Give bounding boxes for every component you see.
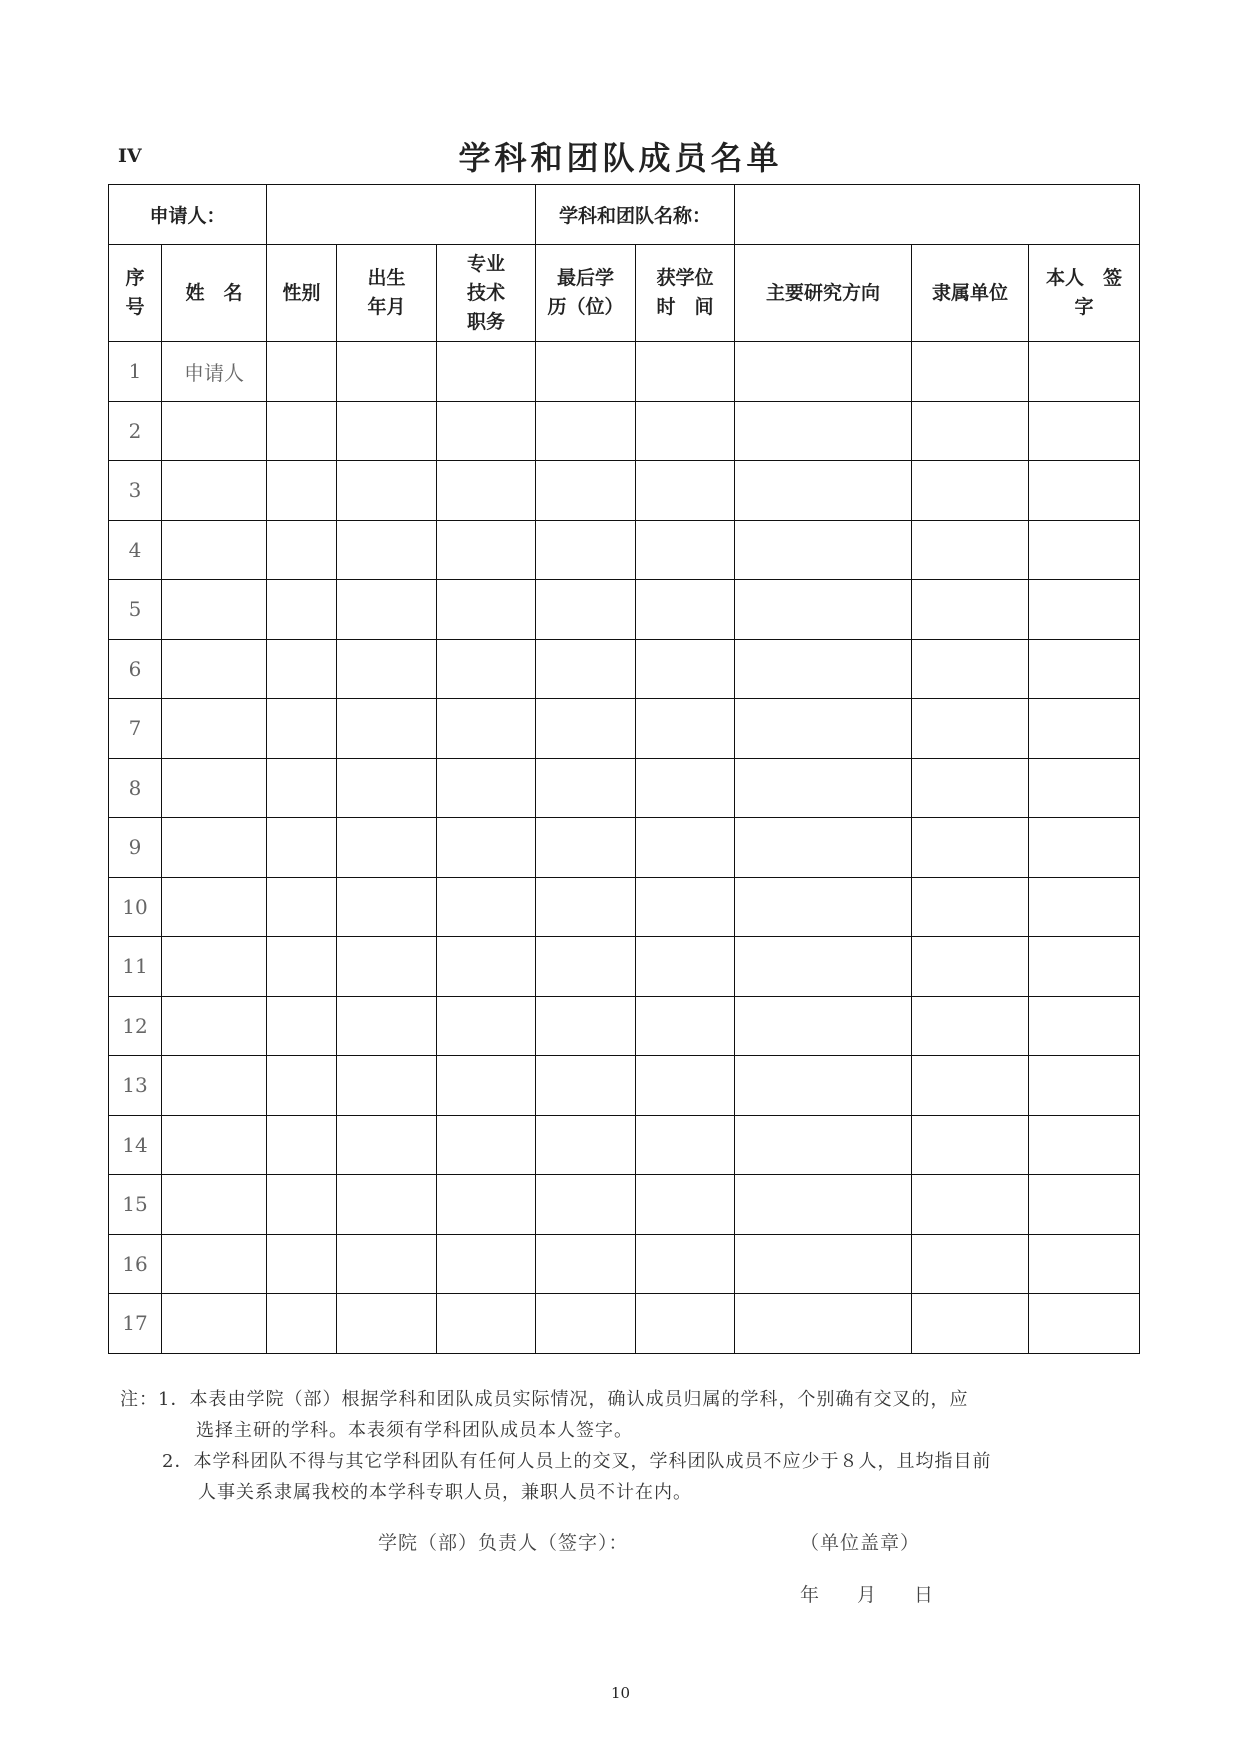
title-cell[interactable] [437,1294,536,1354]
research-cell[interactable] [735,996,912,1056]
unit-cell[interactable] [912,401,1029,461]
name-cell[interactable] [162,937,267,997]
research-cell[interactable] [735,639,912,699]
birth-cell[interactable] [337,580,437,640]
name-cell[interactable] [162,1115,267,1175]
gender-cell[interactable] [267,1234,337,1294]
education-cell[interactable] [536,1115,636,1175]
team-name-field[interactable] [735,185,1140,245]
name-cell[interactable] [162,1056,267,1116]
row-number: 17 [109,1294,162,1354]
signature-cell[interactable] [1029,520,1140,580]
degree-date-cell[interactable] [636,1234,735,1294]
table-row [109,401,1140,461]
research-cell[interactable] [735,342,912,402]
signature-cell[interactable] [1029,1175,1140,1235]
unit-cell[interactable] [912,342,1029,402]
name-cell[interactable] [162,758,267,818]
birth-cell[interactable] [337,1056,437,1116]
signature-cell[interactable] [1029,1234,1140,1294]
table-row [109,520,1140,580]
research-cell[interactable] [735,1115,912,1175]
row-number: 2 [109,401,162,461]
degree-date-cell[interactable] [636,818,735,878]
unit-cell[interactable] [912,699,1029,759]
research-cell[interactable] [735,1234,912,1294]
table-row [109,877,1140,937]
col-header-signature: 本人 签 字 [1029,245,1140,342]
education-cell[interactable] [536,520,636,580]
title-cell[interactable] [437,937,536,997]
table-row [109,1115,1140,1175]
gender-cell[interactable] [267,342,337,402]
col-header-degree-date: 获学位 时 间 [636,245,735,342]
note-1-line-2: 选择主研的学科。本表须有学科团队成员本人签字。 [196,1420,633,1441]
name-cell[interactable]: 申请人 [162,342,267,402]
birth-cell[interactable] [337,401,437,461]
col-header-name: 姓 名 [162,245,267,342]
page-title: 学科和团队成员名单 [458,139,783,177]
gender-cell[interactable] [267,639,337,699]
unit-cell[interactable] [912,639,1029,699]
gender-cell[interactable] [267,401,337,461]
gender-cell[interactable] [267,699,337,759]
signature-cell[interactable] [1029,1056,1140,1116]
member-roster-table [108,184,1140,1354]
col-header-unit: 隶属单位 [912,245,1029,342]
table-row [109,996,1140,1056]
title-cell[interactable] [437,401,536,461]
birth-cell[interactable] [337,1234,437,1294]
education-cell[interactable] [536,996,636,1056]
row-number: 10 [109,877,162,937]
table-row [109,1294,1140,1354]
degree-date-cell[interactable] [636,1056,735,1116]
table-row [109,1234,1140,1294]
name-cell[interactable] [162,1294,267,1354]
birth-cell[interactable] [337,996,437,1056]
row-number: 5 [109,580,162,640]
education-cell[interactable] [536,937,636,997]
title-cell[interactable] [437,1175,536,1235]
leader-signature-label: 学院（部）负责人（签字）： [378,1532,629,1554]
education-cell[interactable] [536,461,636,521]
team-name-label: 学科和团队名称： [536,185,735,245]
degree-date-cell[interactable] [636,401,735,461]
signature-cell[interactable] [1029,1294,1140,1354]
note-2-line-2: 人事关系隶属我校的本学科专职人员，兼职人员不计在内。 [198,1482,692,1503]
signature-cell[interactable] [1029,1115,1140,1175]
row-number: 13 [109,1056,162,1116]
birth-cell[interactable] [337,1175,437,1235]
col-header-number: 序 号 [109,245,162,342]
title-cell[interactable] [437,1234,536,1294]
degree-date-cell[interactable] [636,758,735,818]
unit-cell[interactable] [912,1115,1029,1175]
degree-date-cell[interactable] [636,1115,735,1175]
name-cell[interactable] [162,580,267,640]
research-cell[interactable] [735,699,912,759]
title-cell[interactable] [437,639,536,699]
row-number: 6 [109,639,162,699]
row-number: 7 [109,699,162,759]
gender-cell[interactable] [267,580,337,640]
table-row [109,342,1140,402]
gender-cell[interactable] [267,877,337,937]
row-number: 14 [109,1115,162,1175]
gender-cell[interactable] [267,1294,337,1354]
row-number: 3 [109,461,162,521]
birth-cell[interactable] [337,818,437,878]
row-number: 9 [109,818,162,878]
signature-cell[interactable] [1029,818,1140,878]
degree-date-cell[interactable] [636,520,735,580]
unit-cell[interactable] [912,996,1029,1056]
birth-cell[interactable] [337,639,437,699]
note-1-line-1: 注：1．本表由学院（部）根据学科和团队成员实际情况，确认成员归属的学科，个别确有交叉的，应 [120,1389,969,1410]
education-cell[interactable] [536,1294,636,1354]
notes [120,1384,1140,1508]
table-row [109,1175,1140,1235]
row-number: 15 [109,1175,162,1235]
table-row [109,461,1140,521]
degree-date-cell[interactable] [636,342,735,402]
name-cell[interactable] [162,1175,267,1235]
education-cell[interactable] [536,877,636,937]
unit-cell[interactable] [912,520,1029,580]
date-label: 年 月 日 [800,1584,934,1606]
unit-cell[interactable] [912,758,1029,818]
name-cell[interactable] [162,639,267,699]
title-cell[interactable] [437,758,536,818]
row-number: 16 [109,1234,162,1294]
col-header-gender: 性别 [267,245,337,342]
name-cell[interactable] [162,699,267,759]
gender-cell[interactable] [267,758,337,818]
title-cell[interactable] [437,580,536,640]
research-cell[interactable] [735,1175,912,1235]
name-cell[interactable] [162,401,267,461]
applicant-field[interactable] [267,185,536,245]
table-row [109,818,1140,878]
education-cell[interactable] [536,342,636,402]
title-cell[interactable] [437,699,536,759]
degree-date-cell[interactable] [636,1294,735,1354]
signature-cell[interactable] [1029,699,1140,759]
row-number: 12 [109,996,162,1056]
name-cell[interactable] [162,877,267,937]
signature-cell[interactable] [1029,580,1140,640]
birth-cell[interactable] [337,1294,437,1354]
research-cell[interactable] [735,1294,912,1354]
research-cell[interactable] [735,758,912,818]
title-cell[interactable] [437,520,536,580]
education-cell[interactable] [536,758,636,818]
signature-cell[interactable] [1029,639,1140,699]
signature-cell[interactable] [1029,877,1140,937]
table-row [109,937,1140,997]
research-cell[interactable] [735,520,912,580]
degree-date-cell[interactable] [636,461,735,521]
title-cell[interactable] [437,877,536,937]
title-cell[interactable] [437,1056,536,1116]
unit-cell[interactable] [912,1056,1029,1116]
gender-cell[interactable] [267,520,337,580]
degree-date-cell[interactable] [636,877,735,937]
unit-cell[interactable] [912,877,1029,937]
unit-seal-label: （单位盖章） [800,1532,921,1554]
unit-cell[interactable] [912,461,1029,521]
birth-cell[interactable] [337,699,437,759]
research-cell[interactable] [735,461,912,521]
section-number: IV [118,145,142,167]
col-header-birth: 出生 年月 [337,245,437,342]
degree-date-cell[interactable] [636,1175,735,1235]
table-row [109,1056,1140,1116]
research-cell[interactable] [735,401,912,461]
gender-cell[interactable] [267,461,337,521]
row-number: 1 [109,342,162,402]
row-number: 11 [109,937,162,997]
unit-cell[interactable] [912,818,1029,878]
name-cell[interactable] [162,461,267,521]
applicant-label: 申请人： [109,185,267,245]
name-cell[interactable] [162,996,267,1056]
birth-cell[interactable] [337,342,437,402]
column-header-row [109,245,1140,342]
research-cell[interactable] [735,580,912,640]
gender-cell[interactable] [267,1175,337,1235]
research-cell[interactable] [735,937,912,997]
name-cell[interactable] [162,1234,267,1294]
research-cell[interactable] [735,1056,912,1116]
degree-date-cell[interactable] [636,580,735,640]
gender-cell[interactable] [267,1115,337,1175]
name-cell[interactable] [162,520,267,580]
birth-cell[interactable] [337,1115,437,1175]
signature-cell[interactable] [1029,342,1140,402]
gender-cell[interactable] [267,937,337,997]
education-cell[interactable] [536,1175,636,1235]
table-row [109,580,1140,640]
unit-cell[interactable] [912,1294,1029,1354]
signature-cell[interactable] [1029,401,1140,461]
title-cell[interactable] [437,461,536,521]
birth-cell[interactable] [337,520,437,580]
education-cell[interactable] [536,580,636,640]
title-cell[interactable] [437,342,536,402]
education-cell[interactable] [536,1056,636,1116]
degree-date-cell[interactable] [636,699,735,759]
birth-cell[interactable] [337,937,437,997]
education-cell[interactable] [536,1234,636,1294]
table-row [109,639,1140,699]
row-number: 8 [109,758,162,818]
education-cell[interactable] [536,639,636,699]
signature-cell[interactable] [1029,758,1140,818]
table-row [109,758,1140,818]
signature-cell[interactable] [1029,461,1140,521]
info-row [109,185,1140,245]
unit-cell[interactable] [912,937,1029,997]
degree-date-cell[interactable] [636,996,735,1056]
birth-cell[interactable] [337,461,437,521]
education-cell[interactable] [536,818,636,878]
research-cell[interactable] [735,818,912,878]
note-2-line-1: 2．本学科团队不得与其它学科团队有任何人员上的交叉，学科团队成员不应少于８人，且均指目前 [162,1451,992,1472]
col-header-title: 专业 技术 职务 [437,245,536,342]
title-cell[interactable] [437,1115,536,1175]
col-header-education: 最后学 历（位） [536,245,636,342]
row-number: 4 [109,520,162,580]
degree-date-cell[interactable] [636,639,735,699]
research-cell[interactable] [735,877,912,937]
unit-cell[interactable] [912,1175,1029,1235]
unit-cell[interactable] [912,580,1029,640]
birth-cell[interactable] [337,877,437,937]
table-row [109,699,1140,759]
title-cell[interactable] [437,996,536,1056]
gender-cell[interactable] [267,1056,337,1116]
col-header-research: 主要研究方向 [735,245,912,342]
education-cell[interactable] [536,401,636,461]
signature-cell[interactable] [1029,996,1140,1056]
page-number: 10 [610,1684,631,1702]
name-cell[interactable] [162,818,267,878]
gender-cell[interactable] [267,818,337,878]
title-cell[interactable] [437,818,536,878]
education-cell[interactable] [536,699,636,759]
unit-cell[interactable] [912,1234,1029,1294]
gender-cell[interactable] [267,996,337,1056]
degree-date-cell[interactable] [636,937,735,997]
birth-cell[interactable] [337,758,437,818]
signature-cell[interactable] [1029,937,1140,997]
